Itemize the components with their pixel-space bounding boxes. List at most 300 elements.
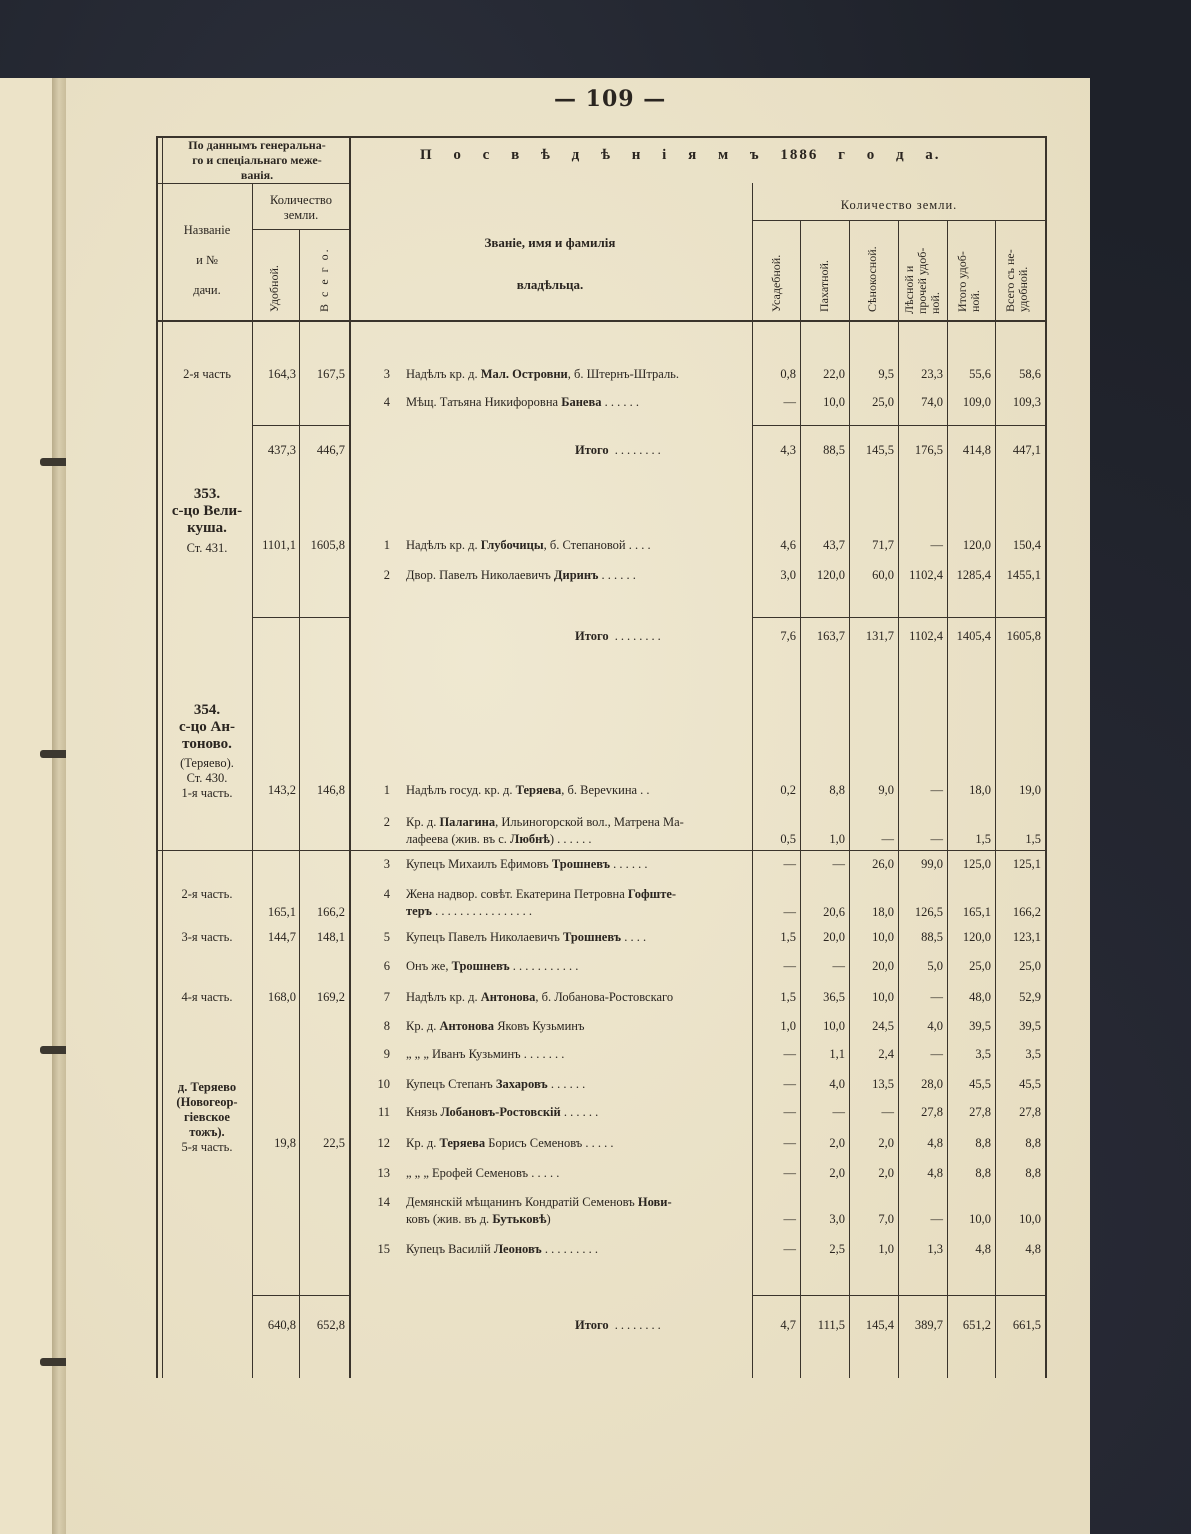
row-value-c2: 3,0 — [829, 1212, 845, 1226]
row-udobnoy: 19,8 — [274, 1136, 296, 1150]
sum-rule — [252, 1295, 350, 1296]
row-owner — [406, 1077, 750, 1092]
row-owner — [406, 959, 750, 974]
row-value-c5: 48,0 — [969, 990, 991, 1004]
header-rule — [252, 229, 350, 230]
row-value-c6: 447,1 — [1012, 443, 1041, 457]
usadebnoy-header: Усадебной. — [769, 254, 783, 312]
row-owner — [406, 568, 750, 583]
name-col-header: Названіе и № дачи. — [183, 223, 231, 297]
row-value-c6: 8,8 — [1025, 1136, 1041, 1150]
row-owner — [406, 887, 750, 902]
owner-text: Надѣлъ госуд. кр. д. — [406, 783, 516, 797]
sum-rule — [752, 617, 1046, 618]
row-value-c2: 111,5 — [817, 1318, 845, 1332]
row-value-c2: 2,5 — [829, 1242, 845, 1256]
owner-text: Любнѣ — [510, 832, 550, 846]
row-value-c5: 109,0 — [962, 395, 991, 409]
row-owner — [406, 395, 750, 410]
row-number: 5 — [383, 930, 390, 944]
row-udobnoy: 165,1 — [267, 905, 296, 919]
row-vsego: 146,8 — [316, 783, 345, 797]
row-value-c4: 28,0 — [921, 1077, 943, 1091]
col-rule — [947, 220, 948, 1378]
row-value-c2: 10,0 — [823, 1019, 845, 1033]
owner-text: Борисъ Семеновъ . . . . . — [485, 1136, 614, 1150]
row-value-c4: 88,5 — [921, 930, 943, 944]
row-vsego: 1605,8 — [310, 538, 345, 552]
owner-text: Двор. Павелъ Николаевичъ — [406, 568, 554, 582]
owner-text: Бутьковѣ — [492, 1212, 547, 1226]
row-value-c3: 2,4 — [878, 1047, 894, 1061]
row-value-c6: 52,9 — [1019, 990, 1041, 1004]
row-value-c1: — — [783, 1166, 796, 1180]
row-value-c3: 26,0 — [872, 857, 894, 871]
row-itogo-label — [575, 443, 664, 458]
row-value-c1: 4,3 — [780, 443, 796, 457]
owner-text: Надѣлъ кр. д. — [406, 538, 481, 552]
owner-text: Кр. д. — [406, 815, 440, 829]
col-rule — [995, 220, 996, 1378]
row-number: 1 — [383, 783, 390, 797]
owner-text: Князь — [406, 1105, 441, 1119]
owner-text: лафеева (жив. въ с. — [406, 832, 511, 846]
row-number: 9 — [383, 1047, 390, 1061]
row-value-c2: 2,0 — [829, 1136, 845, 1150]
row-value-c1: — — [783, 395, 796, 409]
row-owner — [406, 1166, 750, 1181]
owner-text: Жена надвор. совѣт. Екатерина Петровна — [406, 887, 628, 901]
owner-text: , б. Лобанова-Ростовскаго — [535, 990, 674, 1004]
row-value-c6: 3,5 — [1025, 1047, 1041, 1061]
row-owner — [406, 1047, 750, 1062]
row-value-c1: 1,0 — [780, 1019, 796, 1033]
row-number: 4 — [383, 887, 390, 901]
row-value-c3: 9,0 — [878, 783, 894, 797]
row-owner-cont — [406, 904, 750, 919]
leader-dots: ........ — [608, 443, 664, 457]
row-value-c5: 125,0 — [962, 857, 991, 871]
row-udobnoy: 143,2 — [267, 783, 296, 797]
row-value-c3: 145,4 — [865, 1318, 894, 1332]
row-value-c4: 5,0 — [927, 959, 943, 973]
row-value-c4: 389,7 — [914, 1318, 943, 1332]
row-udobnoy: 164,3 — [267, 367, 296, 381]
row-value-c1: 3,0 — [780, 568, 796, 582]
owner-text: Теряева — [439, 1136, 486, 1150]
itogo-label: Итого — [575, 629, 609, 643]
row-value-c6: 25,0 — [1019, 959, 1041, 973]
row-value-c4: 4,0 — [927, 1019, 943, 1033]
sum-rule — [752, 1295, 1046, 1296]
svedeniya-header: П о с в ѣ д ѣ н і я м ъ 1886 г о д а. — [420, 147, 941, 163]
col-rule — [849, 220, 850, 1378]
owner-text: , Ильиногорской вол., Матрена Ма- — [495, 815, 684, 829]
pakhatnoy-header: Пахатной. — [817, 260, 831, 312]
owner-text: Купецъ Василій — [406, 1242, 494, 1256]
row-value-c6: 45,5 — [1019, 1077, 1041, 1091]
row-owner — [406, 367, 750, 382]
row-value-c1: 0,2 — [780, 783, 796, 797]
col-rule — [752, 183, 753, 1378]
row-value-c5: 120,0 — [962, 930, 991, 944]
row-value-c4: 4,8 — [927, 1136, 943, 1150]
owner-text: . . . . . . . . . . . — [509, 959, 579, 973]
header-rule — [752, 220, 1046, 221]
row-value-c3: 9,5 — [878, 367, 894, 381]
senokosnoy-header: Сѣнокосной. — [865, 246, 879, 312]
owner-text: . . . . . . — [598, 568, 636, 582]
row-value-c4: 74,0 — [921, 395, 943, 409]
owner-text: . . . . . . — [560, 1105, 599, 1119]
itogo-label: Итого — [575, 1318, 609, 1332]
row-value-c2: 1,1 — [829, 1047, 845, 1061]
owner-text: . . . . . . — [609, 857, 648, 871]
row-value-c4: 126,5 — [914, 905, 943, 919]
row-value-c4: — — [930, 990, 943, 1004]
row-owner — [406, 1136, 750, 1151]
row-value-c5: 165,1 — [962, 905, 991, 919]
row-number: 3 — [383, 367, 390, 381]
row-number: 7 — [383, 990, 390, 1004]
row-value-c5: 55,6 — [969, 367, 991, 381]
row-value-c2: 22,0 — [823, 367, 845, 381]
row-value-c4: 1102,4 — [909, 629, 943, 643]
owner-text: Надѣлъ кр. д. — [406, 990, 481, 1004]
row-value-c4: — — [930, 783, 943, 797]
owner-text: ) . . . . . . — [549, 832, 592, 846]
row-value-c3: 71,7 — [872, 538, 894, 552]
owner-text: . . . . . . — [601, 395, 639, 409]
row-value-c5: 27,8 — [969, 1105, 991, 1119]
estate-353-st: Ст. 431. — [186, 541, 228, 555]
row-value-c5: 1285,4 — [956, 568, 991, 582]
row-value-c2: 1,0 — [829, 832, 845, 846]
row-value-c5: 18,0 — [969, 783, 991, 797]
row-value-c6: 27,8 — [1019, 1105, 1041, 1119]
row-owner — [406, 538, 750, 553]
owner-text: . . . . — [621, 930, 647, 944]
row-value-c3: 25,0 — [872, 395, 894, 409]
estate-354-label: 354. с-цо Ан- тоново. — [178, 702, 235, 752]
row-value-c6: 123,1 — [1012, 930, 1041, 944]
row-number: 4 — [383, 395, 390, 409]
table-right-rule — [1045, 136, 1047, 1378]
owner-text: , б. Верevкина . . — [561, 783, 650, 797]
owner-text: Купецъ Павелъ Николаевичъ — [406, 930, 563, 944]
col-rule — [898, 220, 899, 1378]
row-itogo-label — [575, 1318, 664, 1333]
row-value-c1: — — [783, 1047, 796, 1061]
row-value-c5: 25,0 — [969, 959, 991, 973]
owner-text: Кр. д. — [406, 1136, 440, 1150]
col-rule — [349, 136, 351, 1378]
estate-354-sub: (Теряево). Ст. 430. 1-я часть. — [180, 756, 234, 800]
leader-dots: ........ — [608, 1318, 664, 1332]
row-part-label: 4-я часть. — [181, 990, 233, 1004]
row-udobnoy: 640,8 — [267, 1318, 296, 1332]
row-value-c6: 166,2 — [1012, 905, 1041, 919]
sum-rule — [252, 425, 350, 426]
owner-text: . . . . . . — [547, 1077, 586, 1091]
row-number: 1 — [383, 538, 390, 552]
row-value-c5: 4,8 — [975, 1242, 991, 1256]
owner-text: Онъ же, — [406, 959, 452, 973]
row-number: 2 — [383, 568, 390, 582]
owner-text: Леоновъ — [493, 1242, 542, 1256]
row-value-c6: 58,6 — [1019, 367, 1041, 381]
itogo-label: Итого — [575, 443, 609, 457]
owner-text: Мѣщ. Татьяна Никифоровна — [406, 395, 562, 409]
vsego-s-neudob-header: Всего съ не- удобной. — [1003, 249, 1030, 312]
row-value-c1: 4,7 — [780, 1318, 796, 1332]
row-value-c1: 0,5 — [780, 832, 796, 846]
row-value-c1: — — [783, 1105, 796, 1119]
owner-text: теръ — [406, 904, 432, 918]
row-value-c3: — — [881, 1105, 894, 1119]
row-value-c6: 19,0 — [1019, 783, 1041, 797]
row-value-c1: — — [783, 1077, 796, 1091]
row-owner-cont — [406, 1212, 750, 1227]
row-value-c3: 2,0 — [878, 1166, 894, 1180]
row-value-c5: 3,5 — [975, 1047, 991, 1061]
row-value-c3: 7,0 — [878, 1212, 894, 1226]
row-value-c2: — — [832, 857, 845, 871]
owner-text: , б. Степановой . . . . — [543, 538, 651, 552]
owner-text: Диринъ — [553, 568, 599, 582]
general-survey-header: По даннымъ генеральна- го и спеціальнаго меже- ванія. — [188, 138, 326, 182]
row-value-c4: 4,8 — [927, 1166, 943, 1180]
owner-text: „ „ „ Иванъ Кузьминъ . . . . . . . — [406, 1047, 565, 1061]
owner-text: Кр. д. — [406, 1019, 440, 1033]
row-vsego: 148,1 — [316, 930, 345, 944]
row-value-c4: 176,5 — [914, 443, 943, 457]
row-value-c1: — — [783, 905, 796, 919]
owner-text: Лобановъ-Ростовскій — [440, 1105, 561, 1119]
sum-rule — [752, 425, 1046, 426]
owner-text: Антонова — [439, 1019, 495, 1033]
row-value-c3: 18,0 — [872, 905, 894, 919]
row-part-label: 2-я часть. — [181, 887, 233, 901]
row-itogo-label — [575, 629, 664, 644]
row-owner — [406, 990, 750, 1005]
row-udobnoy: 1101,1 — [262, 538, 296, 552]
row-udobnoy: 144,7 — [267, 930, 296, 944]
row-number: 3 — [383, 857, 390, 871]
owner-text: Антонова — [480, 990, 536, 1004]
left-page-edge — [0, 78, 52, 1534]
lesnoy-header: Лѣсной и прочей удоб- ной. — [902, 247, 942, 314]
itogo-udob-header: Итого удоб- ной. — [955, 251, 982, 312]
row-value-c6: 10,0 — [1019, 1212, 1041, 1226]
owner-text: Теряева — [515, 783, 562, 797]
owner-text: Трошневъ — [551, 857, 610, 871]
col-rule — [252, 183, 253, 1378]
row-value-c3: 20,0 — [872, 959, 894, 973]
row-owner — [406, 815, 750, 830]
row-owner — [406, 930, 750, 945]
owner-text: Банева — [561, 395, 602, 409]
book-spine — [52, 78, 66, 1534]
owner-text: Купецъ Михаилъ Ефимовъ — [406, 857, 552, 871]
row-value-c1: 0,8 — [780, 367, 796, 381]
row-number: 6 — [383, 959, 390, 973]
leader-dots: ........ — [608, 629, 664, 643]
row-value-c4: — — [930, 538, 943, 552]
row-value-c3: 2,0 — [878, 1136, 894, 1150]
row-value-c5: 1,5 — [975, 832, 991, 846]
row-owner — [406, 1105, 750, 1120]
owner-text: . . . . . . . . . . . . . . . . — [431, 904, 532, 918]
row-value-c2: — — [832, 1105, 845, 1119]
row-number: 13 — [377, 1166, 390, 1180]
row-value-c4: — — [930, 1212, 943, 1226]
owner-text: Палагина — [439, 815, 496, 829]
row-value-c3: 10,0 — [872, 990, 894, 1004]
row-value-c1: 4,6 — [780, 538, 796, 552]
owner-text: Трошневъ — [562, 930, 622, 944]
owner-text: Яковъ Кузьминъ — [494, 1019, 585, 1033]
row-value-c2: 4,0 — [829, 1077, 845, 1091]
row-value-c4: 1,3 — [927, 1242, 943, 1256]
row-value-c2: 8,8 — [829, 783, 845, 797]
header-rule — [156, 183, 350, 184]
row-value-c3: 145,5 — [865, 443, 894, 457]
row-value-c4: 1102,4 — [909, 568, 943, 582]
row-value-c2: 120,0 — [816, 568, 845, 582]
owner-text: Трошневъ — [451, 959, 510, 973]
row-value-c3: 24,5 — [872, 1019, 894, 1033]
row-value-c5: 45,5 — [969, 1077, 991, 1091]
page-number: — 109 — — [554, 86, 667, 112]
table-left-rule — [156, 136, 158, 1378]
row-rule — [156, 850, 1046, 851]
owner-text: Гофште- — [627, 887, 677, 901]
row-value-c6: 1,5 — [1025, 832, 1041, 846]
row-value-c5: 10,0 — [969, 1212, 991, 1226]
row-part-label: 2-я часть — [183, 367, 231, 381]
row-value-c6: 39,5 — [1019, 1019, 1041, 1033]
owner-text: Глубочицы — [480, 538, 544, 552]
row-value-c2: 20,0 — [823, 930, 845, 944]
row-value-c1: — — [783, 1242, 796, 1256]
row-value-c5: 8,8 — [975, 1136, 991, 1150]
row-value-c2: 10,0 — [823, 395, 845, 409]
col-rule — [299, 229, 300, 1378]
row-value-c5: 8,8 — [975, 1166, 991, 1180]
row-owner-cont — [406, 832, 750, 847]
row-owner — [406, 1242, 750, 1257]
owner-text: Демянскій мѣщанинъ Кондратій Семеновъ — [406, 1195, 638, 1209]
row-vsego: 169,2 — [316, 990, 345, 1004]
row-owner — [406, 783, 750, 798]
row-number: 12 — [377, 1136, 390, 1150]
row-value-c6: 4,8 — [1025, 1242, 1041, 1256]
row-value-c3: 60,0 — [872, 568, 894, 582]
header-bottom-rule — [156, 320, 1046, 322]
row-value-c2: 36,5 — [823, 990, 845, 1004]
estate-353-label: 353. с-цо Вели- куша. — [171, 486, 243, 536]
row-value-c2: 163,7 — [816, 629, 845, 643]
row-value-c5: 120,0 — [962, 538, 991, 552]
row-value-c6: 150,4 — [1012, 538, 1041, 552]
owner-text: , б. Штернъ-Штраль. — [567, 367, 680, 381]
row-value-c4: — — [930, 1047, 943, 1061]
udobnoy-header: Удобной. — [267, 265, 281, 312]
row-vsego: 166,2 — [316, 905, 345, 919]
owner-text: Надѣлъ кр. д. — [406, 367, 481, 381]
row-value-c2: 88,5 — [823, 443, 845, 457]
row-owner — [406, 1019, 750, 1034]
owner-text: „ „ „ Ерофей Семеновъ . . . . . — [406, 1166, 560, 1180]
owner-text: Нови- — [637, 1195, 672, 1209]
row-value-c1: 7,6 — [780, 629, 796, 643]
row-udobnoy: 437,3 — [267, 443, 296, 457]
row-value-c3: 10,0 — [872, 930, 894, 944]
col-rule — [800, 220, 801, 1378]
row-owner — [406, 1195, 750, 1210]
row-part-label: 3-я часть. — [181, 930, 233, 944]
vsego-header: В с е г о. — [317, 247, 331, 312]
row-vsego: 167,5 — [316, 367, 345, 381]
row-value-c5: 651,2 — [962, 1318, 991, 1332]
row-value-c4: — — [930, 832, 943, 846]
row-owner — [406, 857, 750, 872]
row-value-c4: 23,3 — [921, 367, 943, 381]
row-value-c6: 109,3 — [1012, 395, 1041, 409]
row-number: 11 — [377, 1105, 390, 1119]
row-number: 15 — [377, 1242, 390, 1256]
row-value-c3: 13,5 — [872, 1077, 894, 1091]
table-left-rule — [162, 136, 163, 1378]
row-value-c4: 99,0 — [921, 857, 943, 871]
owner-text: Купецъ Степанъ — [406, 1077, 496, 1091]
row-value-c5: 39,5 — [969, 1019, 991, 1033]
row-value-c1: — — [783, 1212, 796, 1226]
row-value-c1: — — [783, 1136, 796, 1150]
row-value-c3: — — [881, 832, 894, 846]
row-value-c4: 27,8 — [921, 1105, 943, 1119]
row-value-c6: 1455,1 — [1006, 568, 1041, 582]
row-value-c3: 1,0 — [878, 1242, 894, 1256]
row-number: 10 — [377, 1077, 390, 1091]
teryaevo-label: д. Теряево (Новогеор- гіевское тожъ). 5-я часть. — [176, 1080, 238, 1154]
row-value-c5: 414,8 — [962, 443, 991, 457]
qty-general-header: Количество земли. — [270, 193, 332, 222]
owner-text: ковъ (жив. въ д. — [406, 1212, 493, 1226]
row-value-c5: 1405,4 — [956, 629, 991, 643]
row-value-c1: 1,5 — [780, 990, 796, 1004]
row-udobnoy: 168,0 — [267, 990, 296, 1004]
row-number: 14 — [377, 1195, 390, 1209]
owner-text: . . . . . . . . . — [541, 1242, 598, 1256]
row-value-c6: 661,5 — [1012, 1318, 1041, 1332]
row-value-c6: 8,8 — [1025, 1166, 1041, 1180]
row-value-c2: 2,0 — [829, 1166, 845, 1180]
owner-col-header: Званіе, имя и фамилія владѣльца. — [484, 235, 616, 292]
sum-rule — [252, 617, 350, 618]
row-number: 8 — [383, 1019, 390, 1033]
row-value-c1: — — [783, 959, 796, 973]
row-value-c2: — — [832, 959, 845, 973]
row-vsego: 652,8 — [316, 1318, 345, 1332]
row-vsego: 22,5 — [323, 1136, 345, 1150]
row-vsego: 446,7 — [316, 443, 345, 457]
owner-text: Мал. Островни — [480, 367, 568, 381]
row-value-c6: 1605,8 — [1006, 629, 1041, 643]
owner-text: Захаровъ — [495, 1077, 548, 1091]
row-number: 2 — [383, 815, 390, 829]
